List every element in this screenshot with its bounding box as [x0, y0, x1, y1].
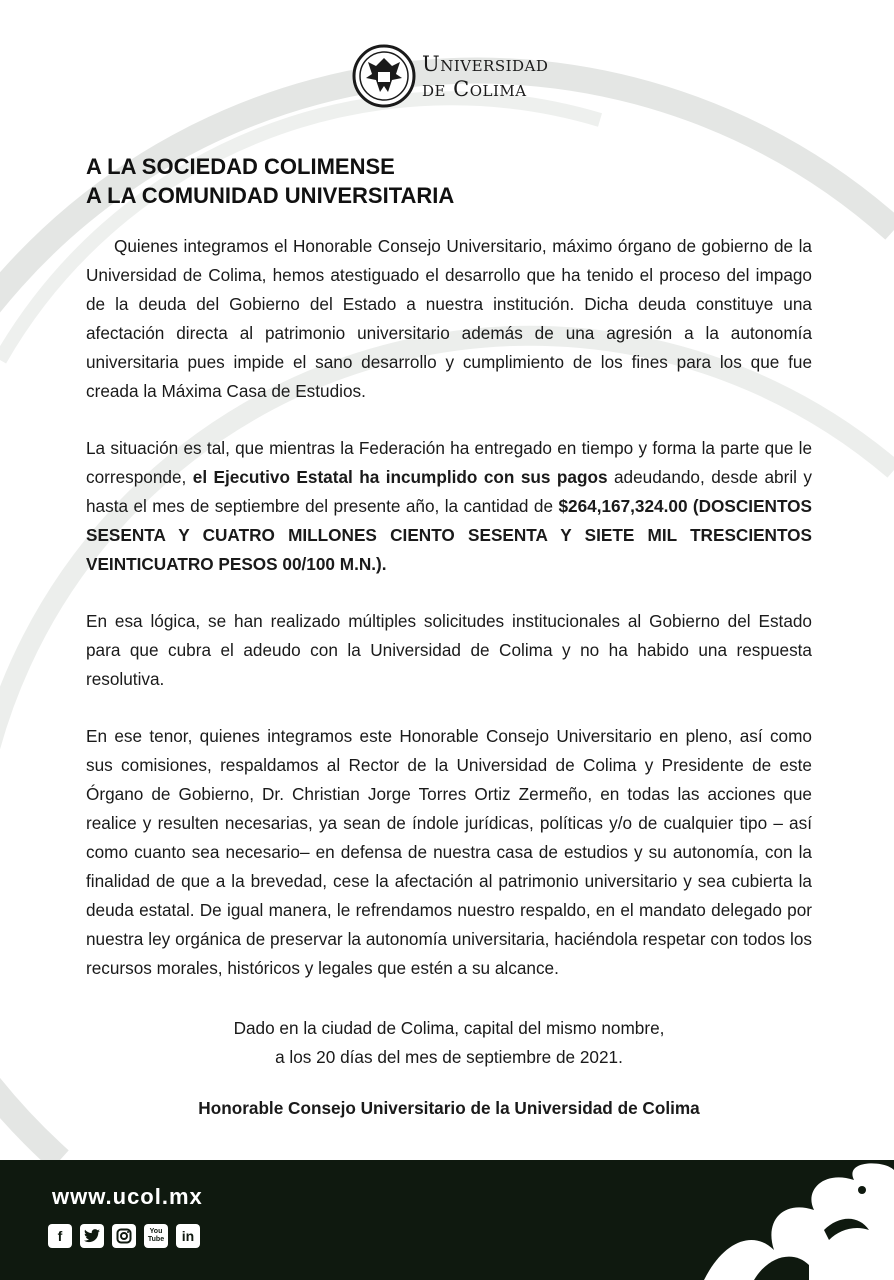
paragraph-3: En esa lógica, se han realizado múltiples solicitudes institucionales al Gobierno del Estado para que cubra el adeudo con la Universidad de Colima y no ha habido una respuesta resolutiva. [86, 611, 812, 689]
social-icons [48, 1224, 200, 1248]
youtube-label: You Tube [147, 1228, 165, 1243]
paragraph-2-part-a: La situación es tal, que mientras la Federación ha entregado en tiempo y forma la parte que le corresponde, [86, 438, 812, 487]
university-seal-icon [352, 44, 416, 108]
closing-line-2: a los 20 días del mes de septiembre de 2021. [275, 1047, 623, 1067]
heading-community: A LA COMUNIDAD UNIVERSITARIA [86, 183, 455, 208]
paragraph-2-emphasis: el Ejecutivo Estatal ha incumplido con sus pagos [192, 467, 608, 487]
closing-date [86, 1014, 812, 1072]
paragraph-2 [86, 434, 812, 579]
instagram-icon[interactable] [112, 1224, 136, 1248]
letter-body [86, 232, 812, 983]
eagle-emblem-icon [694, 1160, 894, 1280]
logo-line-1: Universidad [422, 52, 549, 76]
heading-society: A LA SOCIEDAD COLIMENSE [86, 154, 395, 179]
paragraph-1: Quienes integramos el Honorable Consejo Universitario, máximo órgano de gobierno de la Universidad de Colima, hemos atestiguado el desarrollo que ha tenido el proceso del impago de la deuda del Gobierno del Estado a nuestra institución. Dicha deuda constituye una afectación directa al patrimonio universitario además de una agresión a la autonomía universitaria pues impide el sano desarrollo y cumplimiento de los fines para los que fue creada la Máxima Casa de Estudios. [86, 236, 812, 401]
closing-line-1: Dado en la ciudad de Colima, capital del mismo nombre, [233, 1018, 665, 1038]
letter-recipients [86, 152, 806, 210]
facebook-icon[interactable]: f [48, 1224, 72, 1248]
logo-line-2: de Colima [422, 77, 527, 101]
linkedin-icon[interactable]: in [176, 1224, 200, 1248]
paragraph-4: En ese tenor, quienes integramos este Honorable Consejo Universitario en pleno, así como sus comisiones, respaldamos al Rector de la Universidad de Colima y Presidente de este Órgano de Gobierno, Dr. Christian Jorge Torres Ortiz Zermeño, en todas las acciones que realice y resulten necesarias, ya sean de índole jurídicas, políticas y/o de cualquier tipo – así como cuanto sea necesario– en defensa de nuestra casa de estudios y su autonomía, con la finalidad de que a la brevedad, cese la afectación al patrimonio universitario y sea cubierta la deuda estatal. De igual manera, le refrendamos nuestro respaldo, en el mandato delegado por nuestra ley orgánica de preservar la autonomía universitaria, haciéndola respetar con todos los recursos morales, históricos y legales que estén a su alcance. [86, 726, 812, 978]
youtube-icon[interactable] [144, 1224, 168, 1248]
university-wordmark [422, 52, 548, 102]
debt-amount: $264,167,324.00 (DOSCIENTOS SESENTA Y CUATRO MILLONES CIENTO SESENTA Y SIETE MIL TRESCIENTOS VEINTICUATRO PESOS 00/100 M.N.). [86, 496, 812, 574]
university-logo [352, 44, 572, 112]
footer-bar [0, 1160, 894, 1280]
signature: Honorable Consejo Universitario de la Universidad de Colima [198, 1098, 700, 1118]
twitter-icon[interactable] [80, 1224, 104, 1248]
paragraph-2-part-c: adeudando, desde abril y hasta el mes de septiembre del presente año, la cantidad de [86, 467, 813, 516]
website-link[interactable]: www.ucol.mx [52, 1184, 203, 1209]
